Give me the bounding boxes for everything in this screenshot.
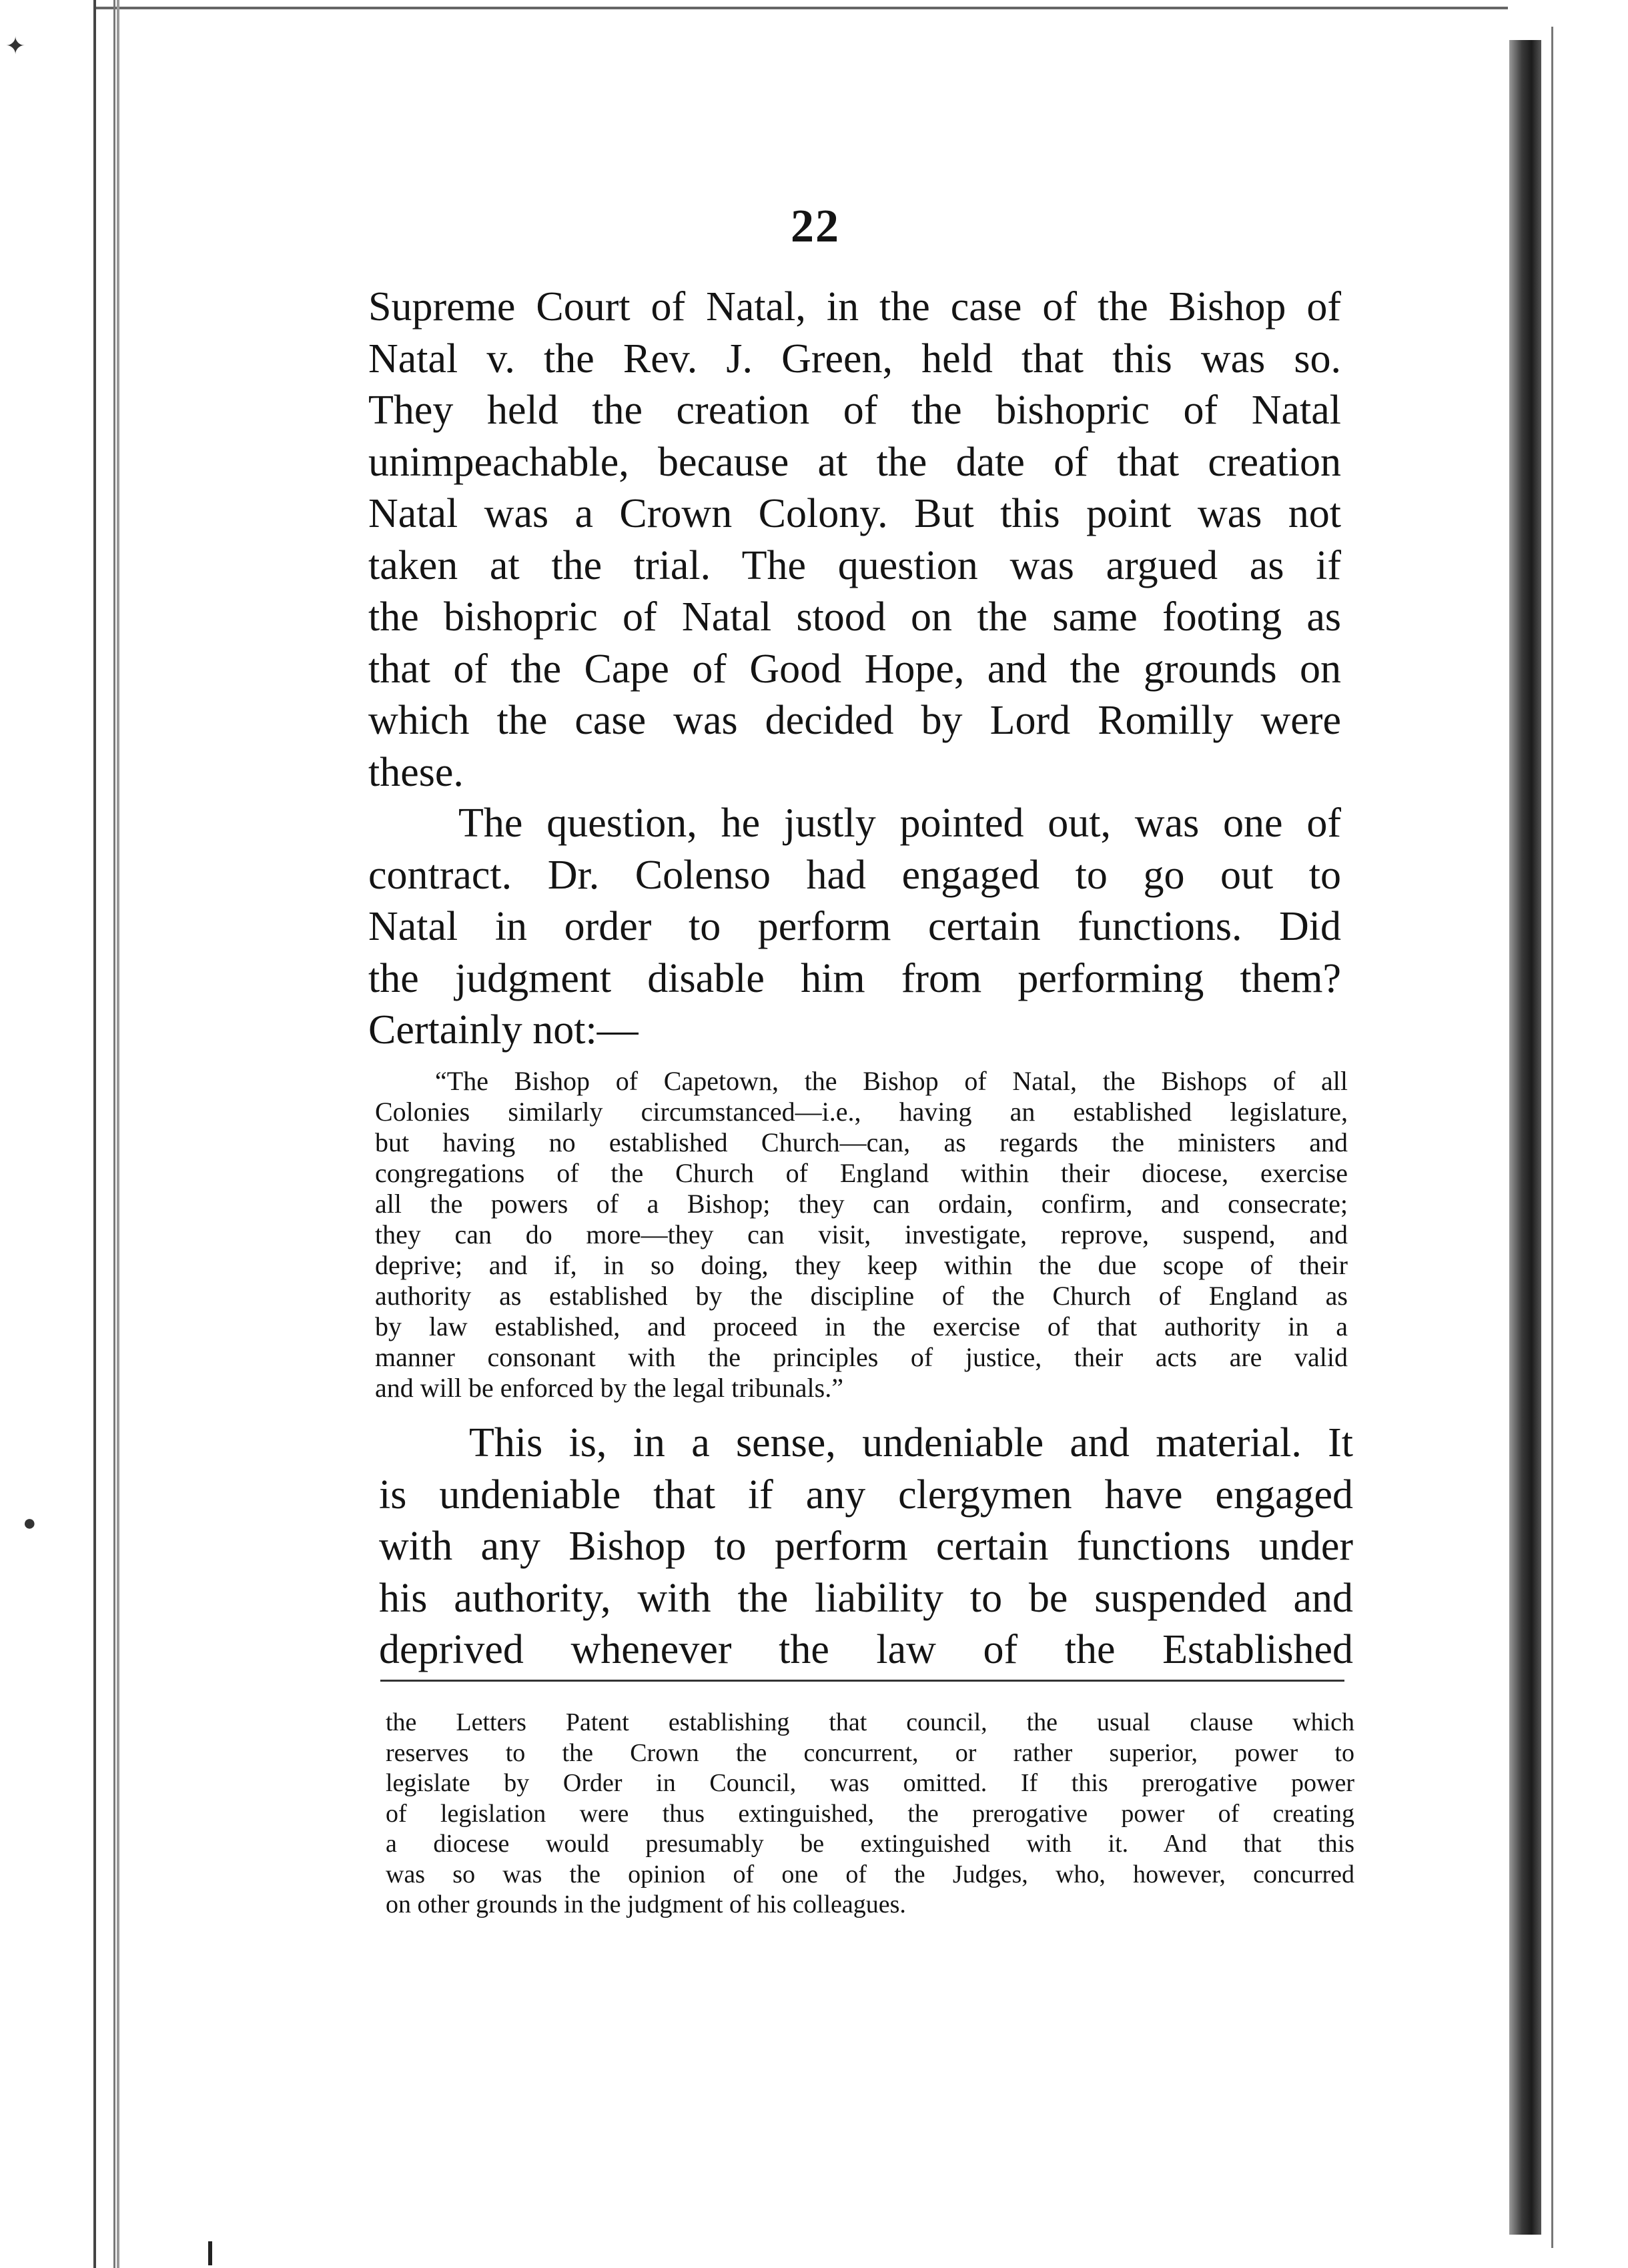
quote-line: “The Bishop of Capetown, the Bishop of Natal, the Bishops of all — [435, 1066, 1348, 1096]
text-line: contract. Dr. Colenso had engaged to go out to — [368, 852, 1341, 898]
quote-line: but having no established Church—can, as regards the ministers and — [375, 1127, 1348, 1157]
footnote-line: the Letters Patent establishing that council, the usual clause which — [386, 1708, 1354, 1736]
footnote-line: of legislation were thus extinguished, the prerogative power of creating — [386, 1799, 1354, 1828]
page-right-edge-shadow — [1509, 40, 1541, 2235]
text-line: unimpeachable, because at the date of that creation — [368, 439, 1341, 485]
quote-line: all the powers of a Bishop; they can ordain, confirm, and consecrate; — [375, 1189, 1348, 1219]
text-line: They held the creation of the bishopric of Natal — [368, 388, 1341, 433]
text-line: which the case was decided by Lord Romilly were — [368, 698, 1341, 743]
footnote-line: was so was the opinion of one of the Judges, who, however, concurred — [386, 1860, 1354, 1888]
text-line: deprived whenever the law of the Established — [379, 1627, 1353, 1672]
quote-line: deprive; and if, in so doing, they keep within the due scope of their — [375, 1250, 1348, 1280]
footnote-line: legislate by Order in Council, was omitted. If this prerogative power — [386, 1769, 1354, 1797]
text-line: The question, he justly pointed out, was one of — [458, 800, 1341, 846]
quote-line: they can do more—they can visit, investigate, reprove, suspend, and — [375, 1219, 1348, 1249]
quote-line: Colonies similarly circumstanced—i.e., having an established legislature, — [375, 1097, 1348, 1127]
paragraph-3 — [379, 1418, 1353, 1676]
text-line: the judgment disable him from performing them? — [368, 955, 1341, 1001]
text-line: is undeniable that if any clergymen have engaged — [379, 1472, 1353, 1518]
text-line: these. — [368, 749, 464, 795]
text-line: Supreme Court of Natal, in the case of the Bishop of — [368, 284, 1341, 330]
text-line: Natal was a Crown Colony. But this point was not — [368, 491, 1341, 536]
quote-line: and will be enforced by the legal tribunals.” — [375, 1373, 843, 1403]
text-line: the bishopric of Natal stood on the same footing as — [368, 594, 1341, 640]
page-left-border-inner — [117, 0, 119, 2268]
scan-mark-icon: ✦ — [5, 33, 26, 59]
paragraph-1 — [368, 281, 1341, 798]
text-line: Natal v. the Rev. J. Green, held that this was so. — [368, 336, 1341, 382]
footnote-divider — [380, 1680, 1344, 1682]
page-top-rule — [93, 7, 1508, 9]
page-right-edge-line — [1551, 27, 1553, 2248]
text-line: with any Bishop to perform certain functions under — [379, 1524, 1353, 1569]
footnote-line: on other grounds in the judgment of his colleagues. — [386, 1890, 906, 1918]
footnote — [386, 1708, 1354, 1920]
text-line: Natal in order to perform certain functions. Did — [368, 904, 1341, 949]
scan-mark-bottom — [208, 2241, 212, 2265]
quote-line: manner consonant with the principles of justice, their acts are valid — [375, 1342, 1348, 1372]
footnote-line: a diocese would presumably be extinguished with it. And that this — [386, 1830, 1354, 1858]
paragraph-2 — [368, 798, 1341, 1057]
quote-line: congregations of the Church of England within their diocese, exercise — [375, 1158, 1348, 1188]
text-line: Certainly not:— — [368, 1007, 639, 1053]
quote-line: by law established, and proceed in the exercise of that authority in a — [375, 1311, 1348, 1341]
footnote-line: reserves to the Crown the concurrent, or rather superior, power to — [386, 1738, 1354, 1767]
page-number: 22 — [791, 201, 840, 252]
page-left-border — [93, 0, 115, 2268]
text-line: that of the Cape of Good Hope, and the grounds on — [368, 646, 1341, 692]
text-line: This is, in a sense, undeniable and material. It — [469, 1420, 1353, 1466]
text-line: his authority, with the liability to be suspended and — [379, 1575, 1353, 1621]
quote-line: authority as established by the discipline of the Church of England as — [375, 1281, 1348, 1311]
text-line: taken at the trial. The question was argued as if — [368, 542, 1341, 588]
block-quote — [375, 1066, 1348, 1403]
scan-mark-icon: ● — [23, 1511, 37, 1536]
